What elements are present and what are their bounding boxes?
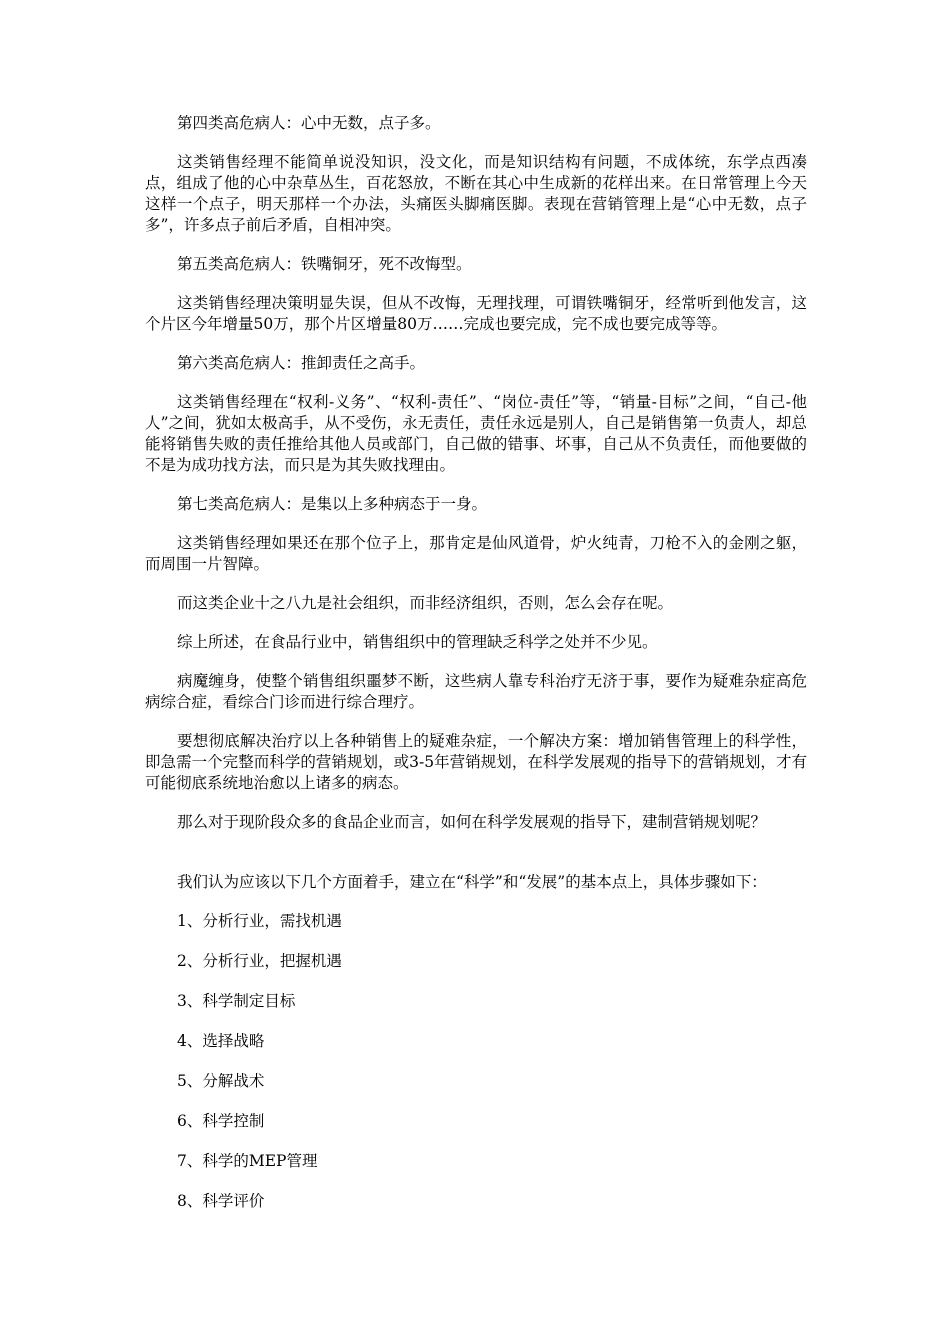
heading-category-4: 第四类高危病人：心中无数，点子多。 (177, 114, 441, 132)
document-body (145, 113, 807, 1231)
paragraph-question: 那么对于现阶段众多的食品企业而言，如何在科学发展观的指导下，建制营销规划呢？ (177, 813, 767, 831)
paragraph-steps-intro: 我们认为应该以下几个方面着手，建立在“科学”和“发展”的基本点上，具体步骤如下： (177, 873, 767, 891)
paragraph-enterprise-note: 而这类企业十之八九是社会组织，而非经济组织，否则，怎么会存在呢。 (177, 594, 674, 612)
paragraph-category-5: 这类销售经理决策明显失误，但从不改悔，无理找理，可谓铁嘴铜牙，经常听到他发言，这个片区今年增量50万，那个片区增量80万……完成也要完成，完不成也要完成等等。 (145, 294, 807, 333)
heading-category-7: 第七类高危病人：是集以上多种病态于一身。 (177, 495, 488, 513)
list-item: 3、科学制定目标 (177, 992, 296, 1010)
paragraph-solution: 要想彻底解决治疗以上各种销售上的疑难杂症，一个解决方案：增加销售管理上的科学性，即急需一个完整而科学的营销规划，或3-5年营销规划，在科学发展观的指导下的营销规划，才有可能彻底系统地治愈以上诸多的病态。 (145, 732, 807, 792)
list-item: 1、分析行业，需找机遇 (177, 912, 342, 930)
paragraph-diagnosis: 病魔缠身，使整个销售组织噩梦不断，这些病人靠专科治疗无济于事，要作为疑难杂症高危病综合症，看综合门诊而进行综合理疗。 (145, 672, 807, 711)
list-item: 6、科学控制 (177, 1112, 265, 1130)
list-item: 2、分析行业，把握机遇 (177, 952, 342, 970)
section-gap (145, 833, 807, 872)
steps-list (145, 911, 807, 1212)
heading-category-6: 第六类高危病人：推卸责任之高手。 (177, 354, 426, 372)
paragraph-category-6: 这类销售经理在“权利-义务”、“权利-责任”、“岗位-责任”等，“销量-目标”之间，“自己-他人”之间，犹如太极高手，从不受伤，永无责任，责任永远是别人，自己是销售第一负责人，却总能将销售失败的责任推给其他人员或部门，自己做的错事、坏事，自己从不负责任，而他要做的不是为成功找方法，而只是为其失败找理由。 (145, 393, 807, 474)
list-item: 4、选择战略 (177, 1032, 265, 1050)
paragraph-category-7: 这类销售经理如果还在那个位子上，那肯定是仙风道骨，炉火纯青，刀枪不入的金刚之躯，而周围一片智障。 (145, 534, 807, 573)
paragraph-summary: 综上所述，在食品行业中，销售组织中的管理缺乏科学之处并不少见。 (177, 633, 658, 651)
paragraph-category-4: 这类销售经理不能简单说没知识，没文化，而是知识结构有问题，不成体统，东学点西凑点，组成了他的心中杂草丛生，百花怒放，不断在其心中生成新的花样出来。在日常管理上今天这样一个点子，明天那样一个办法，头痛医头脚痛医脚。表现在营销管理上是“心中无数，点子多”，许多点子前后矛盾，自相冲突。 (145, 153, 807, 234)
list-item: 5、分解战术 (177, 1072, 265, 1090)
heading-category-5: 第五类高危病人：铁嘴铜牙，死不改悔型。 (177, 255, 472, 273)
list-item: 8、科学评价 (177, 1192, 265, 1210)
list-item: 7、科学的MEP管理 (177, 1152, 318, 1170)
